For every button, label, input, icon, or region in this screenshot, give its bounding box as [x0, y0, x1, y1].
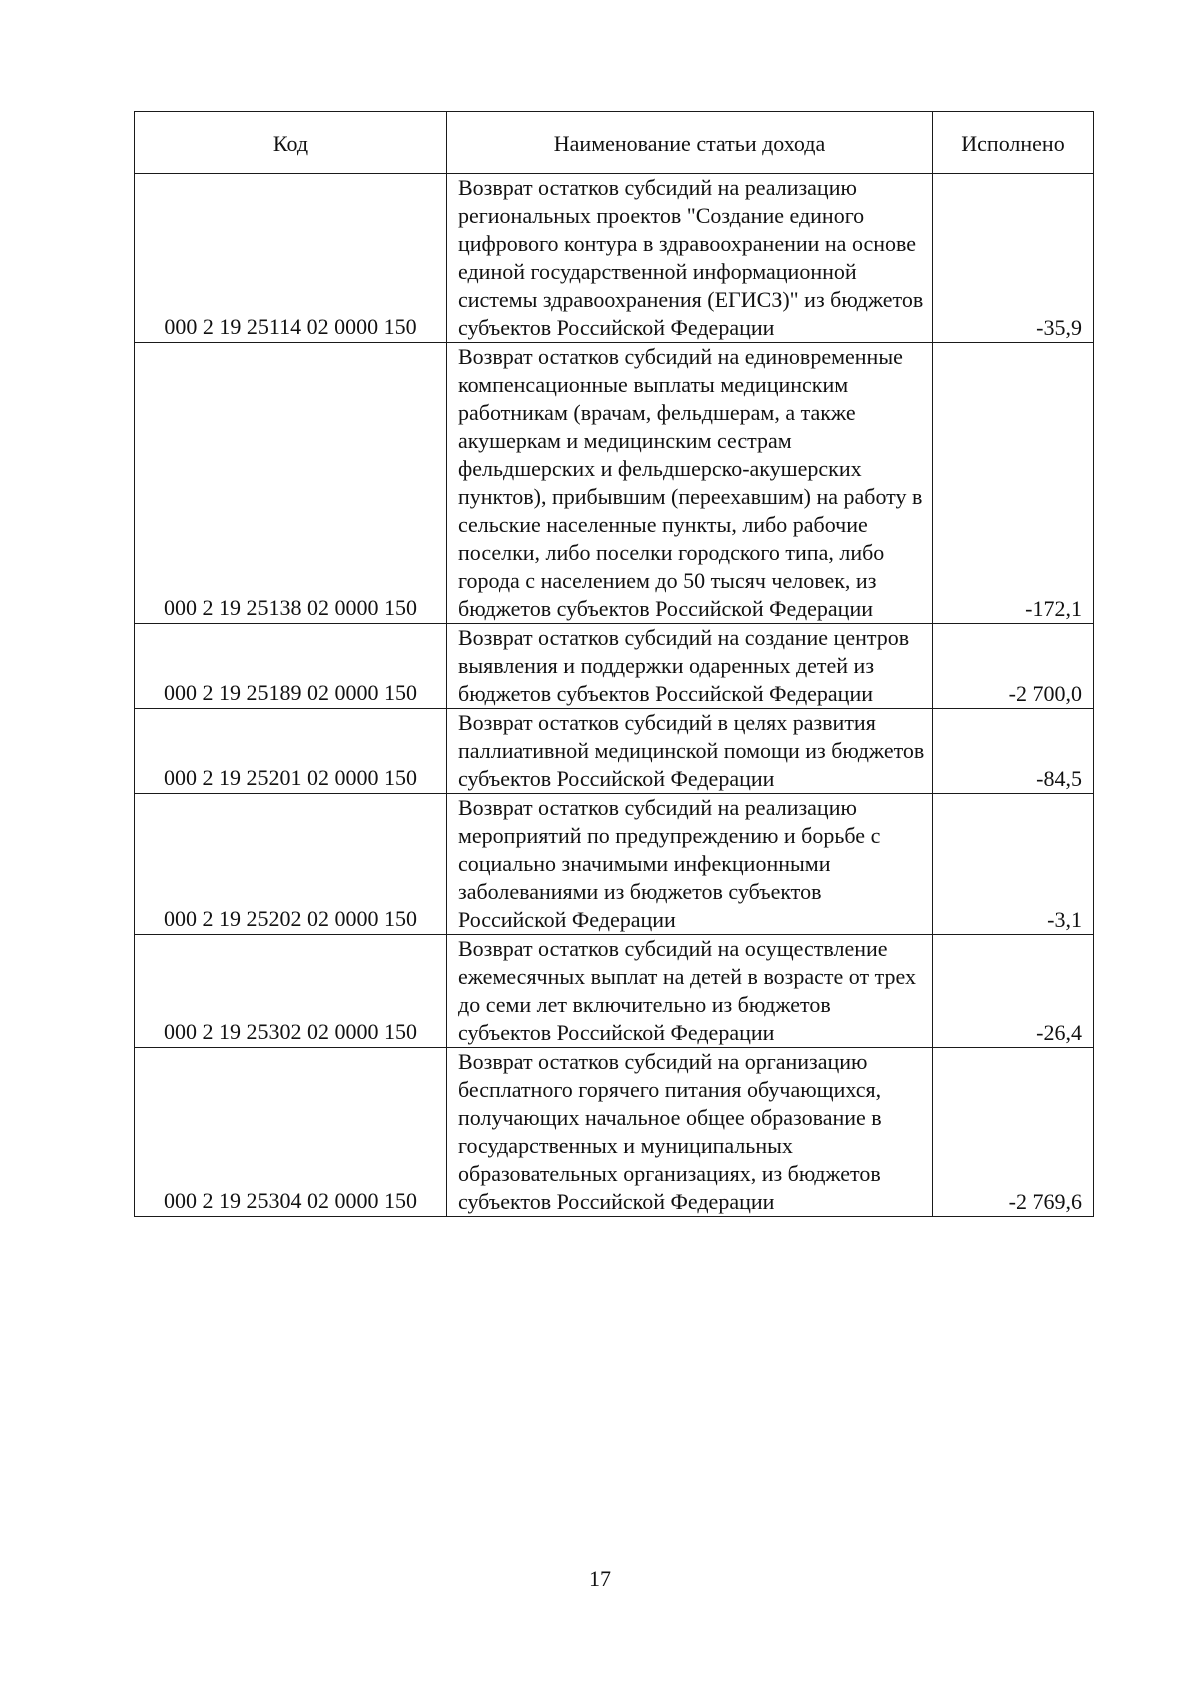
row-code: 000 2 19 25114 02 0000 150 [135, 174, 447, 343]
row-code: 000 2 19 25302 02 0000 150 [135, 935, 447, 1048]
row-code: 000 2 19 25202 02 0000 150 [135, 794, 447, 935]
row-executed: -2 700,0 [933, 624, 1094, 709]
row-code: 000 2 19 25138 02 0000 150 [135, 343, 447, 624]
row-executed: -3,1 [933, 794, 1094, 935]
row-name: Возврат остатков субсидий на организацию бесплатного горячего питания обучающихся, получающих начальное общее образование в государственных и муниципальных образовательных организациях, из бюджетов субъектов Российской Федерации [447, 1048, 933, 1217]
table-header-row [135, 112, 1094, 174]
row-name: Возврат остатков субсидий на единовременные компенсационные выплаты медицинским работникам (врачам, фельдшерам, а также акушеркам и медицинским сестрам фельдшерских и фельдшерско-акушерских пунктов), прибывшим (переехавшим) на работу в сельские населенные пункты, либо рабочие поселки, либо поселки городского типа, либо города с населением до 50 тысяч человек, из бюджетов субъектов Российской Федерации [447, 343, 933, 624]
row-executed: -26,4 [933, 935, 1094, 1048]
row-code: 000 2 19 25189 02 0000 150 [135, 624, 447, 709]
row-name: Возврат остатков субсидий на осуществление ежемесячных выплат на детей в возрасте от трех до семи лет включительно из бюджетов субъектов Российской Федерации [447, 935, 933, 1048]
table-row [135, 343, 1094, 624]
row-name: Возврат остатков субсидий на создание центров выявления и поддержки одаренных детей из бюджетов субъектов Российской Федерации [447, 624, 933, 709]
table-row [135, 794, 1094, 935]
table-row [135, 935, 1094, 1048]
row-executed: -35,9 [933, 174, 1094, 343]
table-row [135, 1048, 1094, 1217]
table-row [135, 709, 1094, 794]
row-executed: -84,5 [933, 709, 1094, 794]
table-row [135, 624, 1094, 709]
header-code: Код [135, 112, 447, 174]
row-code: 000 2 19 25304 02 0000 150 [135, 1048, 447, 1217]
table-row [135, 174, 1094, 343]
header-executed: Исполнено [933, 112, 1094, 174]
revenue-table [134, 111, 1094, 1217]
header-name: Наименование статьи дохода [447, 112, 933, 174]
row-code: 000 2 19 25201 02 0000 150 [135, 709, 447, 794]
row-executed: -172,1 [933, 343, 1094, 624]
row-name: Возврат остатков субсидий в целях развития паллиативной медицинской помощи из бюджетов субъектов Российской Федерации [447, 709, 933, 794]
row-name: Возврат остатков субсидий на реализацию мероприятий по предупреждению и борьбе с социально значимыми инфекционными заболеваниями из бюджетов субъектов Российской Федерации [447, 794, 933, 935]
row-executed: -2 769,6 [933, 1048, 1094, 1217]
page-number: 17 [589, 1566, 611, 1591]
row-name: Возврат остатков субсидий на реализацию региональных проектов "Создание единого цифрового контура в здравоохранении на основе единой государственной информационной системы здравоохранения (ЕГИСЗ)" из бюджетов субъектов Российской Федерации [447, 174, 933, 343]
